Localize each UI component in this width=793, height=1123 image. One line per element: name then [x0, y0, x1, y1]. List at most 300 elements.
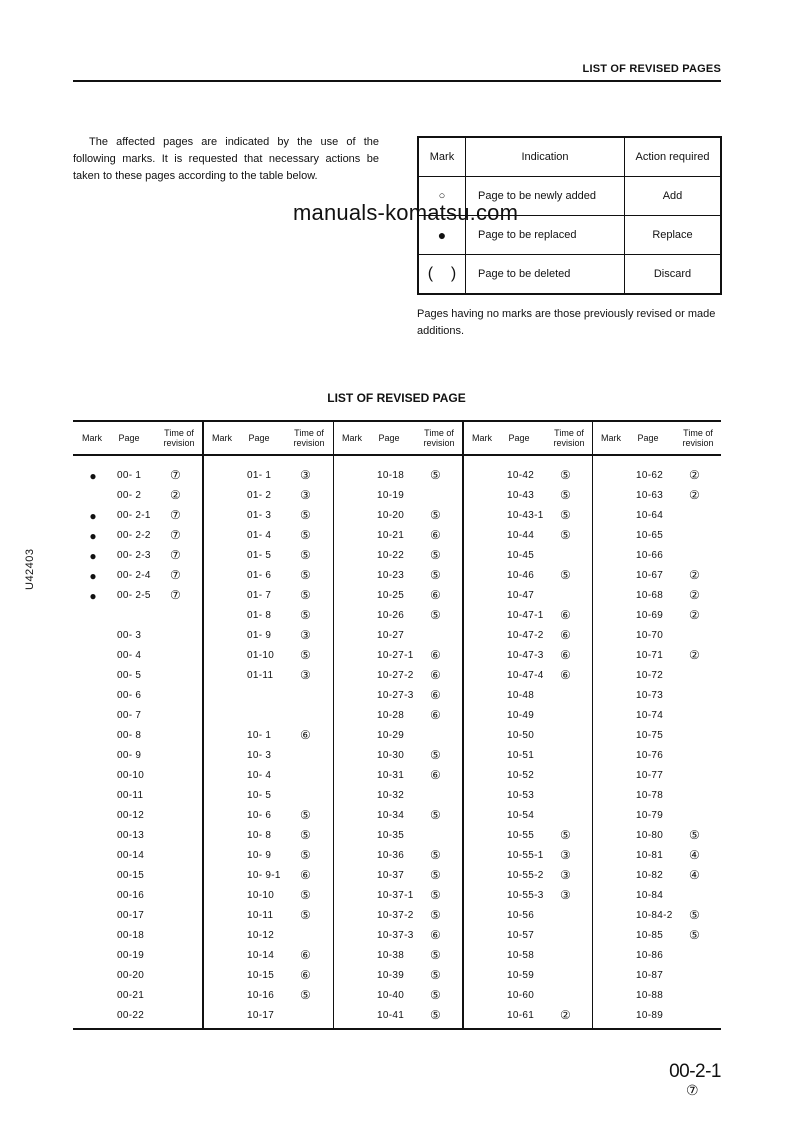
revision-number: ⑤	[430, 468, 441, 482]
page-number: 10- 8	[247, 830, 272, 841]
table-row	[333, 887, 463, 907]
revision-number: ⑤	[300, 908, 311, 922]
revision-number: ⑦	[170, 528, 181, 542]
legend-action: Add	[625, 177, 722, 216]
revision-number: ⑤	[300, 648, 311, 662]
table-row	[73, 807, 203, 827]
page-number: 10-85	[636, 930, 664, 941]
page-number: 10- 9-1	[247, 870, 281, 881]
page-number: 10-46	[507, 570, 535, 581]
page-number: 10-82	[636, 870, 664, 881]
header-mark: Mark	[601, 433, 621, 443]
revision-number: ⑦	[170, 568, 181, 582]
table-row	[73, 927, 203, 947]
table-row	[203, 687, 333, 707]
page-number: 10-39	[377, 970, 405, 981]
table-row	[73, 687, 203, 707]
table-row	[592, 687, 722, 707]
page-number: 01-10	[247, 650, 275, 661]
table-row	[73, 887, 203, 907]
page-number: 10-30	[377, 750, 405, 761]
page-number: 00-16	[117, 890, 145, 901]
page-number: 00-13	[117, 830, 145, 841]
page-number: 01- 1	[247, 470, 272, 481]
page-number: 10-79	[636, 810, 664, 821]
table-row	[463, 907, 593, 927]
page-number: 10-23	[377, 570, 405, 581]
page-number: 10-81	[636, 850, 664, 861]
table-row	[463, 627, 593, 647]
table-header-rule	[73, 454, 721, 456]
revision-number: ③	[300, 628, 311, 642]
revision-number: ⑤	[300, 508, 311, 522]
page-number: 10- 9	[247, 850, 272, 861]
revision-number: ⑤	[560, 468, 571, 482]
page-number: 10-35	[377, 830, 405, 841]
table-row	[203, 487, 333, 507]
page-number: 10-89	[636, 1010, 664, 1021]
revision-number: ⑤	[430, 888, 441, 902]
table-row	[73, 547, 203, 567]
legend-action: Replace	[625, 216, 722, 255]
header-time-of-revision	[157, 428, 201, 448]
page-number: 00-11	[117, 790, 144, 801]
page-number: 10-47	[507, 590, 535, 601]
page-number: 10-27-2	[377, 670, 414, 681]
table-row	[592, 467, 722, 487]
page-number: 00- 2-1	[117, 510, 151, 521]
page-number: 00- 2-2	[117, 530, 151, 541]
header-page: Page	[508, 433, 530, 443]
page-number: 10-29	[377, 730, 405, 741]
page-header-title: LIST OF REVISED PAGES	[582, 63, 721, 75]
page-number: 01- 2	[247, 490, 272, 501]
revision-number: ⑤	[300, 608, 311, 622]
page-number: 10-48	[507, 690, 535, 701]
page-number: 10-75	[636, 730, 664, 741]
revision-number: ⑤	[430, 808, 441, 822]
table-row	[333, 667, 463, 687]
table-row	[592, 747, 722, 767]
revision-number: ⑥	[300, 868, 311, 882]
table-row	[203, 727, 333, 747]
column-header-group	[73, 426, 203, 450]
page-number: 10-55-1	[507, 850, 544, 861]
table-row	[203, 947, 333, 967]
table-row	[333, 947, 463, 967]
page-number: 00- 2	[117, 490, 142, 501]
table-row	[333, 547, 463, 567]
table-row	[203, 1007, 333, 1027]
page-number: 10- 5	[247, 790, 272, 801]
table-row	[463, 947, 593, 967]
page-number: 10-20	[377, 510, 405, 521]
legend-indication: Page to be replaced	[466, 216, 625, 255]
header-page: Page	[378, 433, 400, 443]
table-row	[203, 807, 333, 827]
table-row	[463, 567, 593, 587]
revised-table-title	[0, 391, 793, 405]
replaced-mark-icon: ●	[89, 549, 97, 563]
page-number: 10-44	[507, 530, 535, 541]
header-rule	[73, 80, 721, 82]
page-number: 10-66	[636, 550, 664, 561]
page-number: 10-71	[636, 650, 664, 661]
table-row	[203, 507, 333, 527]
table-row	[463, 467, 593, 487]
page-number: 00- 4	[117, 650, 142, 661]
table-row	[333, 747, 463, 767]
header-time-line1: Time of	[164, 428, 194, 438]
page-number: 10-27	[377, 630, 405, 641]
revision-number: ⑤	[430, 1008, 441, 1022]
table-row	[73, 647, 203, 667]
table-row	[73, 627, 203, 647]
table-row	[592, 607, 722, 627]
table-row	[333, 567, 463, 587]
page-number: 10-43	[507, 490, 535, 501]
revision-number: ⑤	[430, 968, 441, 982]
page-number: 10-67	[636, 570, 664, 581]
page-number: 10-37-1	[377, 890, 414, 901]
table-row	[73, 707, 203, 727]
revision-number: ③	[560, 888, 571, 902]
page-number: 10-86	[636, 950, 664, 961]
revision-number: ⑤	[689, 908, 700, 922]
page-number: 10-55	[507, 830, 535, 841]
page-number: 10-50	[507, 730, 535, 741]
revision-number: ⑤	[560, 528, 571, 542]
table-row	[333, 967, 463, 987]
table-row	[463, 847, 593, 867]
revision-number: ②	[689, 608, 700, 622]
table-row	[203, 827, 333, 847]
table-row	[203, 887, 333, 907]
page-number: 10-37-3	[377, 930, 414, 941]
table-row	[463, 647, 593, 667]
header-time-line1: Time of	[683, 428, 713, 438]
revision-number: ⑥	[430, 668, 441, 682]
table-row	[333, 787, 463, 807]
table-row	[333, 1007, 463, 1027]
revision-number: ⑤	[300, 808, 311, 822]
page-number: 10-49	[507, 710, 535, 721]
table-row	[203, 567, 333, 587]
page-number: 10-36	[377, 850, 405, 861]
table-row	[592, 867, 722, 887]
page-number: 00- 9	[117, 750, 142, 761]
page-number: 01- 9	[247, 630, 272, 641]
page-number: 10-18	[377, 470, 405, 481]
revision-number: ⑥	[560, 668, 571, 682]
revision-number: ⑦	[170, 588, 181, 602]
table-row	[203, 867, 333, 887]
page-number: 10-47-4	[507, 670, 544, 681]
page-number: 10-73	[636, 690, 664, 701]
page-number: 10-62	[636, 470, 664, 481]
table-row	[463, 927, 593, 947]
column-header-group	[463, 426, 593, 450]
revision-number: ⑦	[170, 548, 181, 562]
footer-page-number: 00-2-1	[669, 1061, 721, 1082]
legend-action: Discard	[625, 255, 722, 295]
revision-number: ⑤	[560, 568, 571, 582]
page-number: 10-42	[507, 470, 535, 481]
table-row	[203, 927, 333, 947]
page-number: 10-19	[377, 490, 405, 501]
page-number: 00- 7	[117, 710, 142, 721]
revision-number: ②	[560, 1008, 571, 1022]
page-number: 10-31	[377, 770, 405, 781]
page-number: 01- 8	[247, 610, 272, 621]
revision-number: ⑥	[300, 968, 311, 982]
revision-number: ⑤	[430, 908, 441, 922]
header-time-line1: Time of	[554, 428, 584, 438]
page-number: 10-17	[247, 1010, 275, 1021]
page-number: 00- 8	[117, 730, 142, 741]
revised-table-title-text: LIST OF REVISED PAGE	[327, 391, 466, 405]
revision-number: ⑥	[430, 588, 441, 602]
table-row	[592, 967, 722, 987]
revision-number: ⑤	[300, 828, 311, 842]
table-row	[203, 987, 333, 1007]
revision-number: ②	[170, 488, 181, 502]
revision-number: ⑤	[560, 508, 571, 522]
open-circle-icon: ○	[418, 177, 466, 216]
page-number: 10-28	[377, 710, 405, 721]
table-row	[73, 607, 203, 627]
revision-number: ⑤	[300, 888, 311, 902]
page-number: 00-17	[117, 910, 145, 921]
page-number: 10-34	[377, 810, 405, 821]
page-number: 10-47-2	[507, 630, 544, 641]
table-row	[203, 467, 333, 487]
page-number: 10-32	[377, 790, 405, 801]
table-row	[73, 527, 203, 547]
header-time-line2: revision	[423, 438, 455, 448]
table-row	[73, 847, 203, 867]
header-page: Page	[118, 433, 140, 443]
table-row	[203, 607, 333, 627]
table-row	[463, 987, 593, 1007]
revision-number: ⑤	[430, 988, 441, 1002]
table-row	[592, 767, 722, 787]
table-row	[203, 767, 333, 787]
page-number: 10-64	[636, 510, 664, 521]
table-row	[73, 667, 203, 687]
legend-header-row	[418, 137, 721, 177]
footer-revision-mark: ⑦	[686, 1082, 699, 1098]
table-row	[73, 487, 203, 507]
legend-note: Pages having no marks are those previously revised or made additions.	[417, 308, 716, 337]
page-number: 01- 3	[247, 510, 272, 521]
page-number: 01- 4	[247, 530, 272, 541]
table-row	[73, 507, 203, 527]
page-number: 10-27-3	[377, 690, 414, 701]
revision-number: ⑤	[430, 608, 441, 622]
page-number: 10- 1	[247, 730, 272, 741]
page-number: 10-15	[247, 970, 275, 981]
table-row	[592, 487, 722, 507]
revision-number: ②	[689, 568, 700, 582]
table-row	[333, 727, 463, 747]
page-number: 10-63	[636, 490, 664, 501]
page-number: 01- 5	[247, 550, 272, 561]
table-row	[333, 647, 463, 667]
table-row	[592, 947, 722, 967]
document-code-label: U42403	[24, 548, 36, 590]
table-row	[592, 827, 722, 847]
revision-number: ⑥	[430, 928, 441, 942]
legend-header-mark: Mark	[418, 137, 466, 177]
table-row	[463, 727, 593, 747]
revision-number: ⑥	[430, 768, 441, 782]
table-row	[592, 627, 722, 647]
table-row	[73, 967, 203, 987]
revision-number: ⑦	[170, 468, 181, 482]
page-number: 10-54	[507, 810, 535, 821]
header-time-line1: Time of	[424, 428, 454, 438]
revision-number: ⑥	[560, 628, 571, 642]
page-number: 10-45	[507, 550, 535, 561]
revision-number: ⑥	[430, 688, 441, 702]
header-time-of-revision	[547, 428, 591, 448]
page-number: 10-43-1	[507, 510, 544, 521]
revision-number: ③	[300, 668, 311, 682]
page-number: 10-41	[377, 1010, 405, 1021]
page-number: 10-69	[636, 610, 664, 621]
page-number: 10-26	[377, 610, 405, 621]
page-number: 10-38	[377, 950, 405, 961]
table-row	[592, 547, 722, 567]
page-number: 10-74	[636, 710, 664, 721]
header-page: Page	[637, 433, 659, 443]
page-number: 10-37	[377, 870, 405, 881]
table-row	[463, 827, 593, 847]
page-number: 10-11	[247, 910, 274, 921]
table-row	[73, 567, 203, 587]
revision-number: ③	[300, 468, 311, 482]
page-number: 10-77	[636, 770, 664, 781]
revision-number: ②	[689, 648, 700, 662]
table-row	[333, 487, 463, 507]
header-time-of-revision	[676, 428, 720, 448]
table-row	[333, 707, 463, 727]
revision-number: ⑤	[689, 928, 700, 942]
table-row	[333, 587, 463, 607]
page-number: 10-72	[636, 670, 664, 681]
revision-number: ⑤	[689, 828, 700, 842]
page-number: 10-58	[507, 950, 535, 961]
page-number: 10- 6	[247, 810, 272, 821]
page-number: 00- 1	[117, 470, 142, 481]
table-row	[463, 887, 593, 907]
page-number: 10-84-2	[636, 910, 673, 921]
page-number: 10-60	[507, 990, 535, 1001]
page-number: 10-76	[636, 750, 664, 761]
page-number: 10-51	[507, 750, 535, 761]
revision-number: ③	[560, 868, 571, 882]
replaced-mark-icon: ●	[89, 509, 97, 523]
table-row	[203, 847, 333, 867]
table-row	[203, 547, 333, 567]
table-row	[463, 547, 593, 567]
revision-number: ⑤	[430, 948, 441, 962]
page-number: 10-14	[247, 950, 275, 961]
table-row	[592, 567, 722, 587]
table-row	[333, 767, 463, 787]
revision-number: ②	[689, 488, 700, 502]
legend-header-action: Action required	[625, 137, 722, 177]
table-row	[73, 987, 203, 1007]
revision-number: ⑤	[430, 508, 441, 522]
replaced-mark-icon: ●	[89, 529, 97, 543]
table-row	[592, 727, 722, 747]
table-row	[333, 687, 463, 707]
page-number: 10-88	[636, 990, 664, 1001]
revision-number: ⑤	[430, 568, 441, 582]
table-row	[592, 887, 722, 907]
table-row	[463, 487, 593, 507]
revision-number: ⑤	[300, 568, 311, 582]
page-number: 10- 3	[247, 750, 272, 761]
page-number: 10-25	[377, 590, 405, 601]
table-row	[333, 847, 463, 867]
revision-number: ⑤	[300, 528, 311, 542]
table-row	[463, 807, 593, 827]
page-number: 00- 2-3	[117, 550, 151, 561]
header-time-line2: revision	[682, 438, 714, 448]
page-number: 10-40	[377, 990, 405, 1001]
page-number: 10-78	[636, 790, 664, 801]
table-row	[73, 867, 203, 887]
table-row	[203, 527, 333, 547]
table-row	[463, 787, 593, 807]
page-number: 00-22	[117, 1010, 145, 1021]
table-row	[333, 927, 463, 947]
page-number: 10-22	[377, 550, 405, 561]
page-number: 00-15	[117, 870, 145, 881]
intro-paragraph: The affected pages are indicated by the use of the following marks. It is requested that necessary actions be taken to these pages according to the table below.	[73, 136, 379, 182]
page-number: 01- 6	[247, 570, 272, 581]
table-row	[333, 607, 463, 627]
revision-number: ⑤	[430, 548, 441, 562]
table-bottom-rule	[73, 1028, 721, 1030]
page-number: 10-87	[636, 970, 664, 981]
table-row	[592, 647, 722, 667]
table-top-rule	[73, 420, 721, 422]
table-row	[73, 827, 203, 847]
page-number: 10-47-1	[507, 610, 544, 621]
table-row	[333, 467, 463, 487]
table-row	[203, 747, 333, 767]
table-row	[333, 907, 463, 927]
page-number: 10-65	[636, 530, 664, 541]
table-row	[333, 827, 463, 847]
page-number: 10-56	[507, 910, 535, 921]
revision-number: ⑤	[430, 868, 441, 882]
page-number: 10-55-3	[507, 890, 544, 901]
table-row	[73, 767, 203, 787]
table-row	[592, 707, 722, 727]
table-row	[333, 627, 463, 647]
revision-number: ⑥	[430, 708, 441, 722]
page-number: 00-20	[117, 970, 145, 981]
revision-number: ⑦	[170, 508, 181, 522]
column-header-group	[592, 426, 722, 450]
page-number: 00-10	[117, 770, 145, 781]
table-row	[203, 627, 333, 647]
